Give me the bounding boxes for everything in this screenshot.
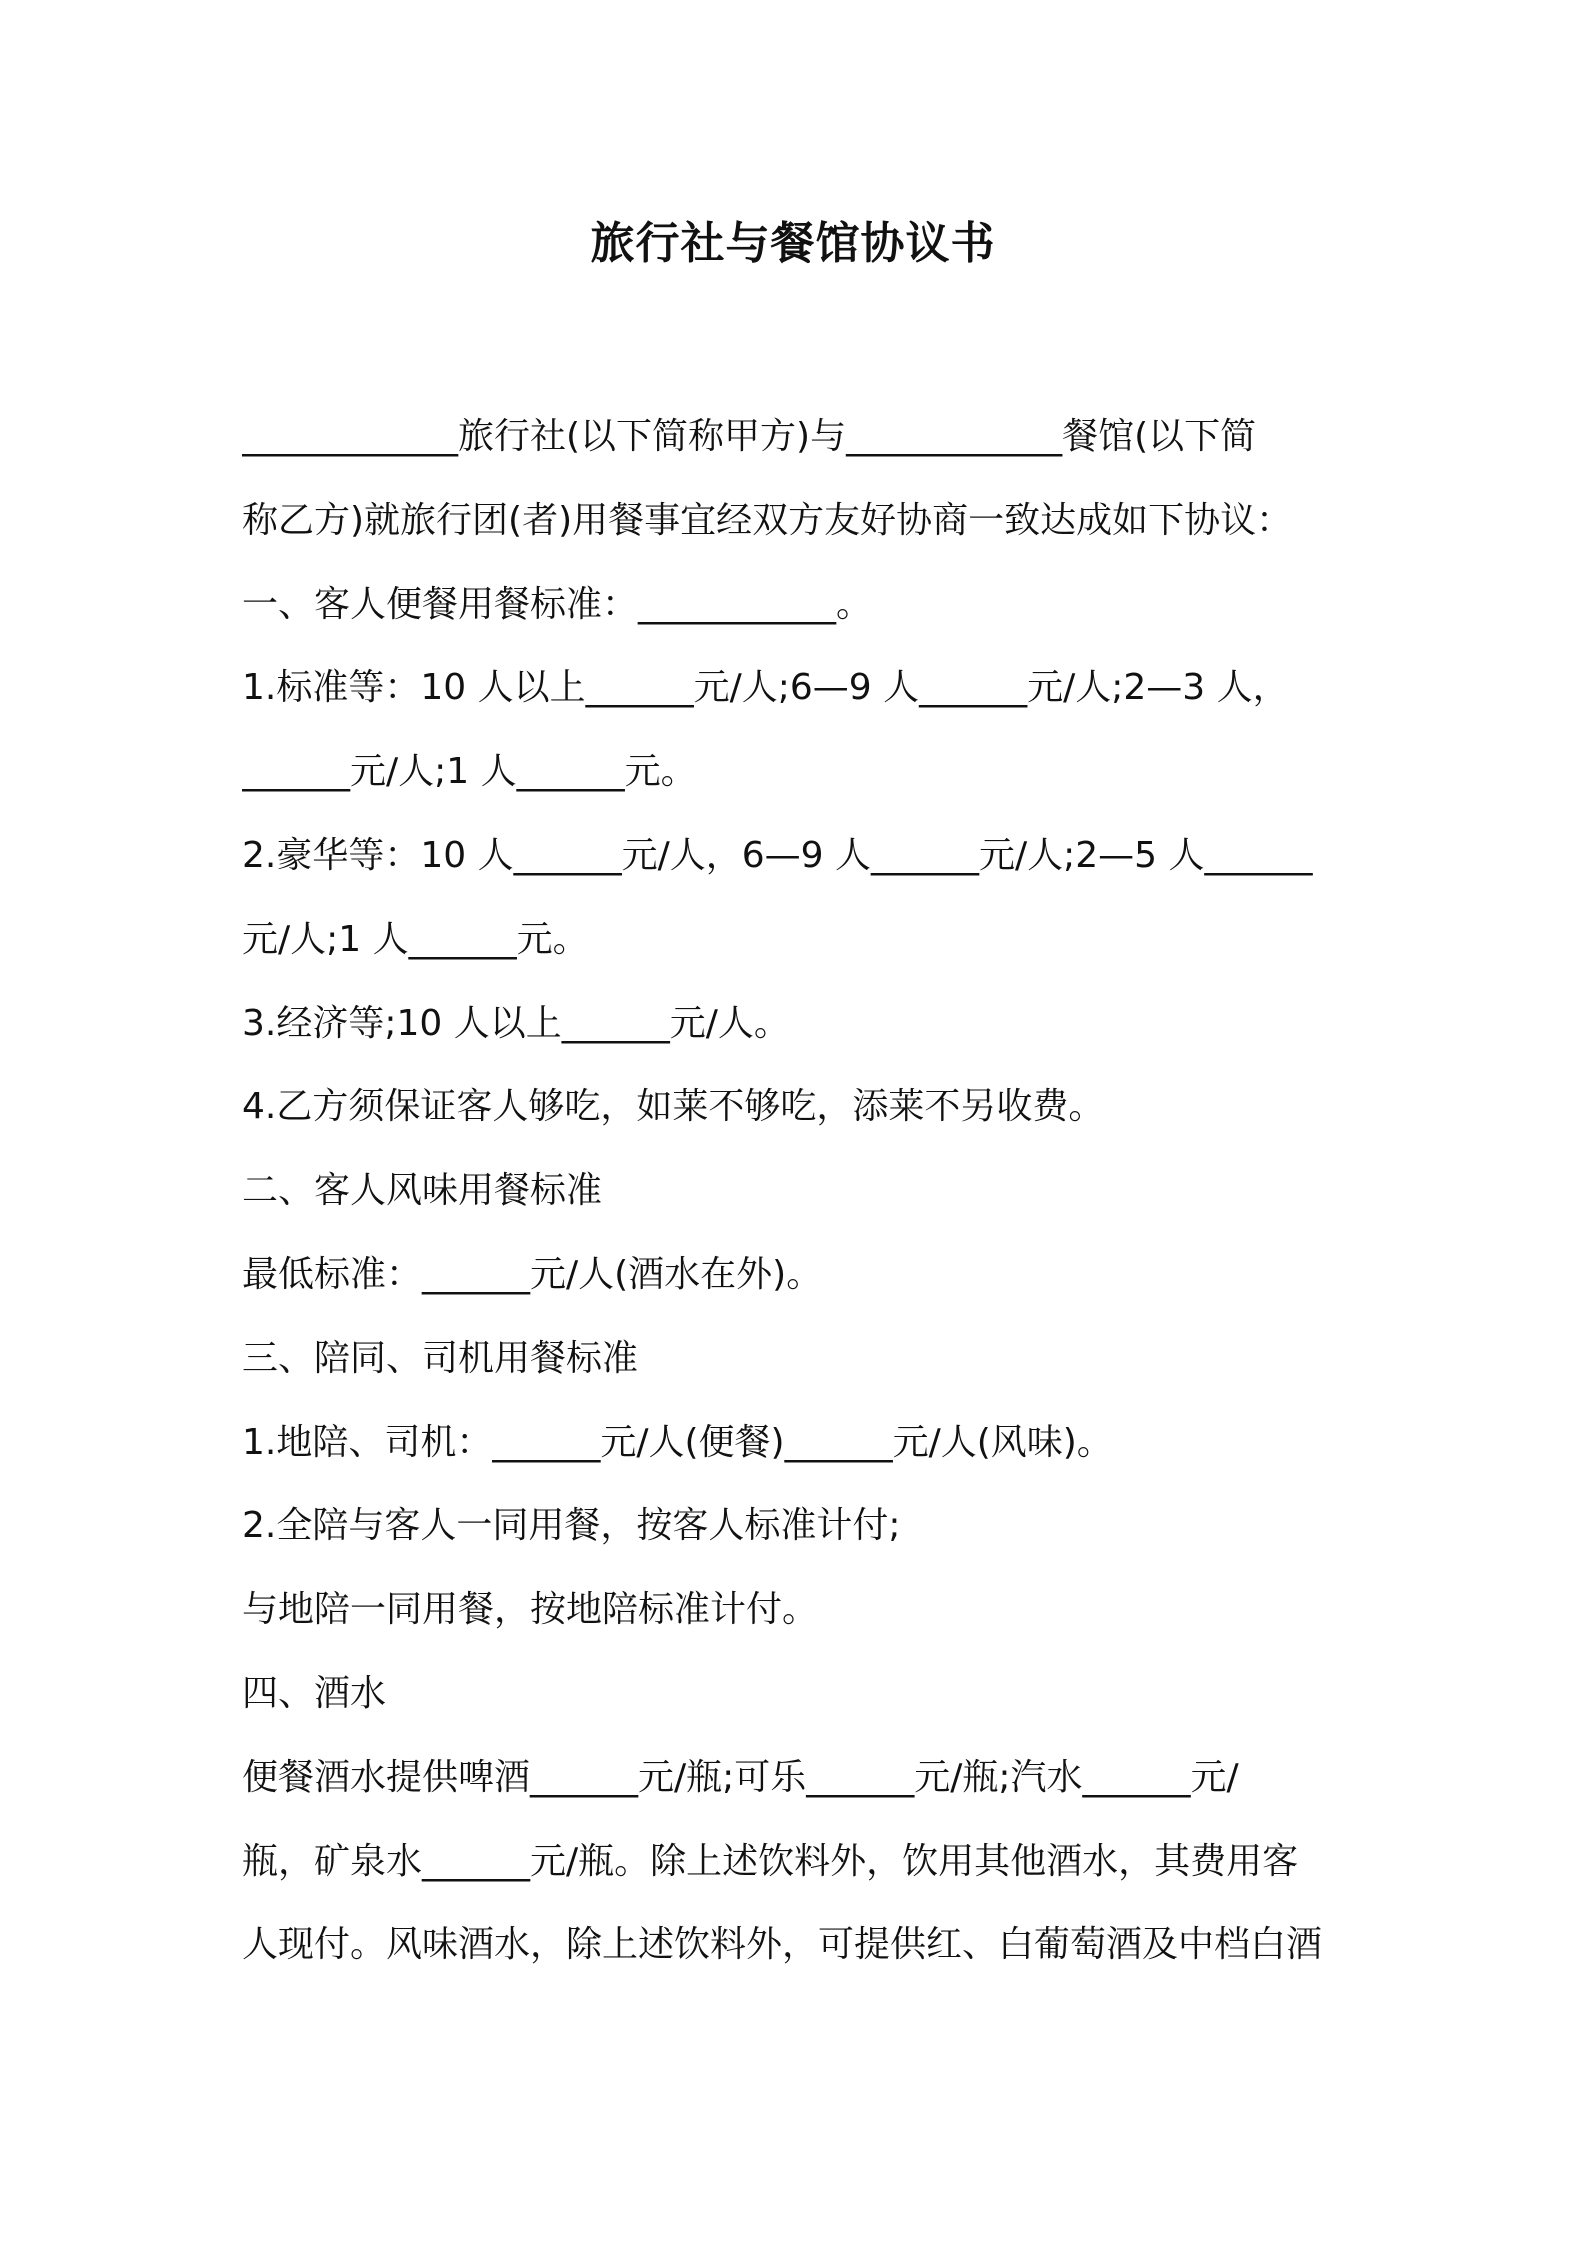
paragraph-line: 便餐酒水提供啤酒______元/瓶;可乐______元/瓶;汽水______元/: [242, 1756, 1239, 1798]
paragraph-line: 称乙方)就旅行团(者)用餐事宜经双方友好协商一致达成如下协议：: [242, 499, 1293, 541]
paragraph-line: 4.乙方须保证客人够吃，如莱不够吃，添莱不另收费。: [242, 1086, 1105, 1128]
paragraph-line: 元/人;1 人______元。: [242, 918, 589, 960]
paragraph-line: 瓶，矿泉水______元/瓶。除上述饮料外，饮用其他酒水，其费用客: [242, 1840, 1299, 1882]
paragraph-line: 与地陪一同用餐，按地陪标准计付。: [242, 1589, 819, 1631]
paragraph-line: 1.标准等：10 人以上______元/人;6—9 人______元/人;2—3 人，: [242, 667, 1289, 709]
paragraph-line: 1.地陪、司机：______元/人(便餐)______元/人(风味)。: [242, 1421, 1113, 1463]
document-body: [242, 405, 1362, 1997]
section-heading: 二、客人风味用餐标准: [242, 1170, 603, 1212]
paragraph-line: 3.经济等;10 人以上______元/人。: [242, 1002, 790, 1044]
section-heading: 三、陪同、司机用餐标准: [242, 1337, 639, 1379]
paragraph-line: 最低标准：______元/人(酒水在外)。: [242, 1253, 823, 1295]
section-heading: 四、酒水: [242, 1672, 387, 1714]
paragraph-line: 2.全陪与客人一同用餐，按客人标准计付;: [242, 1505, 901, 1547]
document-title: 旅行社与餐馆协议书: [590, 218, 996, 269]
paragraph-line: ______元/人;1 人______元。: [242, 751, 697, 793]
paragraph-line: 人现付。风味酒水，除上述饮料外，可提供红、白葡萄酒及中档白酒: [242, 1924, 1323, 1966]
paragraph-line: ____________旅行社(以下简称甲方)与____________餐馆(以下简: [242, 416, 1257, 457]
paragraph-line: 2.豪华等：10 人______元/人，6—9 人______元/人;2—5 人______: [242, 834, 1313, 876]
section-heading: 一、客人便餐用餐标准：___________。: [242, 583, 873, 625]
